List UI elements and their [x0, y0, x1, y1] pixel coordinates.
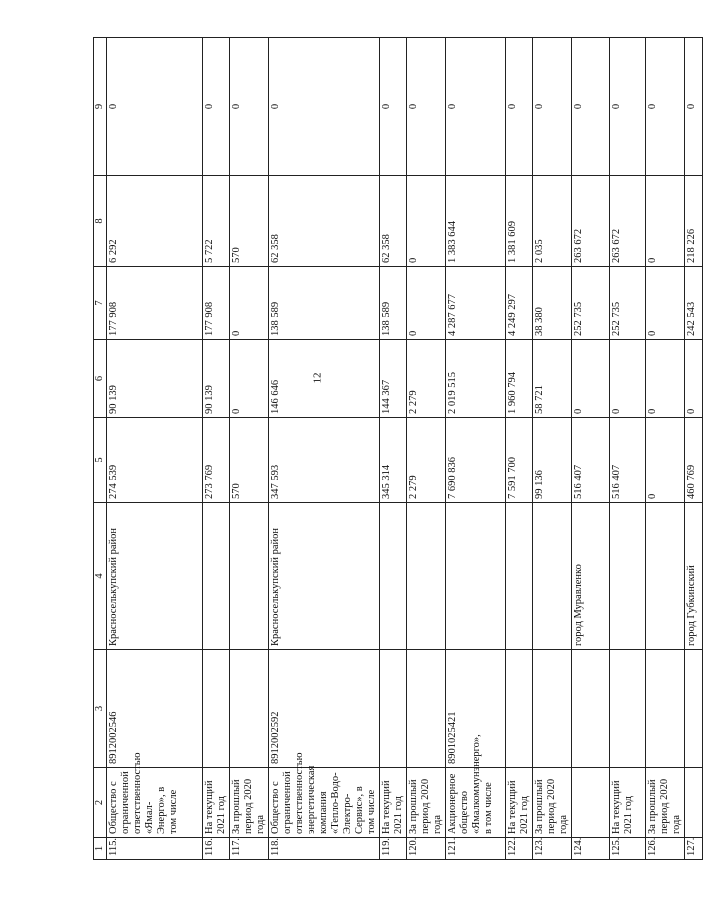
value-col9-cell: 0 — [572, 38, 610, 176]
value-col7-cell: 138 589 — [380, 267, 407, 340]
table-row — [269, 38, 380, 860]
row-number-cell: 124. — [572, 838, 610, 860]
value-col7-cell: 138 589 — [269, 267, 380, 340]
value-col5-cell: 7 690 836 — [446, 418, 506, 503]
value-col6-cell: 2 279 — [407, 340, 446, 418]
inn-cell — [230, 650, 269, 768]
row-number-cell: 126. — [646, 838, 685, 860]
area-cell — [230, 503, 269, 650]
row-number-cell: 116. — [203, 838, 230, 860]
area-cell — [610, 503, 646, 650]
table-row — [203, 38, 230, 860]
table-row — [533, 38, 572, 860]
value-col9-cell: 0 — [203, 38, 230, 176]
inn-cell — [572, 650, 610, 768]
name-cell: За прошлый период 2020 года — [533, 768, 572, 838]
area-cell — [203, 503, 230, 650]
value-col5-cell: 516 407 — [572, 418, 610, 503]
value-col6-cell: 90 139 — [203, 340, 230, 418]
value-col5-cell: 516 407 — [610, 418, 646, 503]
value-col7-cell: 252 735 — [610, 267, 646, 340]
area-cell — [506, 503, 533, 650]
value-col7-cell: 38 380 — [533, 267, 572, 340]
row-number-cell: 123. — [533, 838, 572, 860]
row-number-cell: 115. — [107, 838, 203, 860]
inn-cell — [506, 650, 533, 768]
value-col5-cell: 7 591 700 — [506, 418, 533, 503]
name-cell: Общество с ограниченной ответственностью «Ямал-Энерго», в том числе — [107, 768, 203, 838]
value-col9-cell: 0 — [610, 38, 646, 176]
table-row — [230, 38, 269, 860]
header-row — [94, 38, 107, 860]
header-cell: 9 — [94, 38, 107, 176]
table-row — [610, 38, 646, 860]
inn-cell: 8912002592 — [269, 650, 380, 768]
value-col6-cell: 90 139 — [107, 340, 203, 418]
value-col7-cell: 0 — [407, 267, 446, 340]
value-col7-cell: 252 735 — [572, 267, 610, 340]
table-row — [446, 38, 506, 860]
inn-cell — [407, 650, 446, 768]
value-col7-cell: 4 287 677 — [446, 267, 506, 340]
name-cell: На текущий 2021 год — [203, 768, 230, 838]
value-col7-cell: 242 543 — [685, 267, 703, 340]
row-number-cell: 127. — [685, 838, 703, 860]
value-col5-cell: 570 — [230, 418, 269, 503]
value-col8-cell: 218 226 — [685, 176, 703, 267]
value-col8-cell: 263 672 — [572, 176, 610, 267]
value-col8-cell: 570 — [230, 176, 269, 267]
value-col9-cell: 0 — [380, 38, 407, 176]
area-cell — [407, 503, 446, 650]
name-cell: На текущий 2021 год — [380, 768, 407, 838]
area-cell — [646, 503, 685, 650]
table-row — [685, 38, 703, 860]
data-table — [93, 37, 703, 860]
value-col5-cell: 347 593 — [269, 418, 380, 503]
value-col9-cell: 0 — [407, 38, 446, 176]
page-number: 12 — [311, 372, 324, 384]
value-col8-cell: 62 358 — [380, 176, 407, 267]
row-number-cell: 118. — [269, 838, 380, 860]
value-col5-cell: 274 539 — [107, 418, 203, 503]
value-col6-cell: 2 019 515 — [446, 340, 506, 418]
area-cell — [380, 503, 407, 650]
header-cell: 3 — [94, 650, 107, 768]
value-col8-cell: 1 381 609 — [506, 176, 533, 267]
value-col8-cell: 6 292 — [107, 176, 203, 267]
table-row — [407, 38, 446, 860]
value-col9-cell: 0 — [107, 38, 203, 176]
value-col5-cell: 460 769 — [685, 418, 703, 503]
name-cell: На текущий 2021 год — [610, 768, 646, 838]
area-cell: город Муравленко — [572, 503, 610, 650]
row-number-cell: 117. — [230, 838, 269, 860]
value-col7-cell: 0 — [646, 267, 685, 340]
table-row — [646, 38, 685, 860]
value-col7-cell: 177 908 — [107, 267, 203, 340]
table-row — [107, 38, 203, 860]
table-row — [506, 38, 533, 860]
value-col9-cell: 0 — [685, 38, 703, 176]
value-col6-cell: 0 — [572, 340, 610, 418]
value-col9-cell: 0 — [230, 38, 269, 176]
area-cell: Красноселькупский район — [107, 503, 203, 650]
header-cell: 1 — [94, 838, 107, 860]
rotated-table-container — [93, 38, 697, 860]
value-col7-cell: 177 908 — [203, 267, 230, 340]
header-cell: 6 — [94, 340, 107, 418]
name-cell: За прошлый период 2020 года — [230, 768, 269, 838]
inn-cell — [533, 650, 572, 768]
value-col8-cell: 263 672 — [610, 176, 646, 267]
value-col9-cell: 0 — [646, 38, 685, 176]
inn-cell — [610, 650, 646, 768]
value-col6-cell: 0 — [230, 340, 269, 418]
header-cell: 4 — [94, 503, 107, 650]
row-number-cell: 122. — [506, 838, 533, 860]
value-col7-cell: 4 249 297 — [506, 267, 533, 340]
inn-cell — [685, 650, 703, 768]
value-col5-cell: 2 279 — [407, 418, 446, 503]
value-col6-cell: 0 — [610, 340, 646, 418]
name-cell — [572, 768, 610, 838]
value-col5-cell: 99 136 — [533, 418, 572, 503]
value-col9-cell: 0 — [269, 38, 380, 176]
value-col7-cell: 0 — [230, 267, 269, 340]
inn-cell: 8901025421 — [446, 650, 506, 768]
row-number-cell: 121. — [446, 838, 506, 860]
name-cell: Акционерное общество «Ямалкоммунэнерго», в том числе — [446, 768, 506, 838]
name-cell: За прошлый период 2020 года — [407, 768, 446, 838]
value-col6-cell: 58 721 — [533, 340, 572, 418]
value-col6-cell: 0 — [646, 340, 685, 418]
value-col5-cell: 273 769 — [203, 418, 230, 503]
table-body — [94, 38, 703, 860]
value-col8-cell: 0 — [407, 176, 446, 267]
value-col8-cell: 2 035 — [533, 176, 572, 267]
value-col6-cell: 144 367 — [380, 340, 407, 418]
value-col5-cell: 345 314 — [380, 418, 407, 503]
row-number-cell: 119. — [380, 838, 407, 860]
value-col9-cell: 0 — [533, 38, 572, 176]
value-col8-cell: 1 383 644 — [446, 176, 506, 267]
area-cell — [533, 503, 572, 650]
header-cell: 8 — [94, 176, 107, 267]
value-col9-cell: 0 — [506, 38, 533, 176]
value-col9-cell: 0 — [446, 38, 506, 176]
row-number-cell: 125. — [610, 838, 646, 860]
value-col8-cell: 5 722 — [203, 176, 230, 267]
name-cell — [685, 768, 703, 838]
area-cell — [446, 503, 506, 650]
header-cell: 2 — [94, 768, 107, 838]
name-cell: На текущий 2021 год — [506, 768, 533, 838]
table-row — [572, 38, 610, 860]
value-col8-cell: 62 358 — [269, 176, 380, 267]
name-cell: Общество с ограниченной ответственностью энергетическая компания «Тепло-Водо-Электро-Сервис», в том числе — [269, 768, 380, 838]
value-col6-cell: 146 646 — [269, 340, 380, 418]
table-row — [380, 38, 407, 860]
header-cell: 7 — [94, 267, 107, 340]
area-cell: Красноселькупский район — [269, 503, 380, 650]
inn-cell — [203, 650, 230, 768]
name-cell: За прошлый период 2020 года — [646, 768, 685, 838]
inn-cell — [646, 650, 685, 768]
value-col6-cell: 0 — [685, 340, 703, 418]
inn-cell: 8912002546 — [107, 650, 203, 768]
header-cell: 5 — [94, 418, 107, 503]
row-number-cell: 120. — [407, 838, 446, 860]
value-col6-cell: 1 960 794 — [506, 340, 533, 418]
value-col8-cell: 0 — [646, 176, 685, 267]
value-col5-cell: 0 — [646, 418, 685, 503]
area-cell: город Губкинский — [685, 503, 703, 650]
inn-cell — [380, 650, 407, 768]
